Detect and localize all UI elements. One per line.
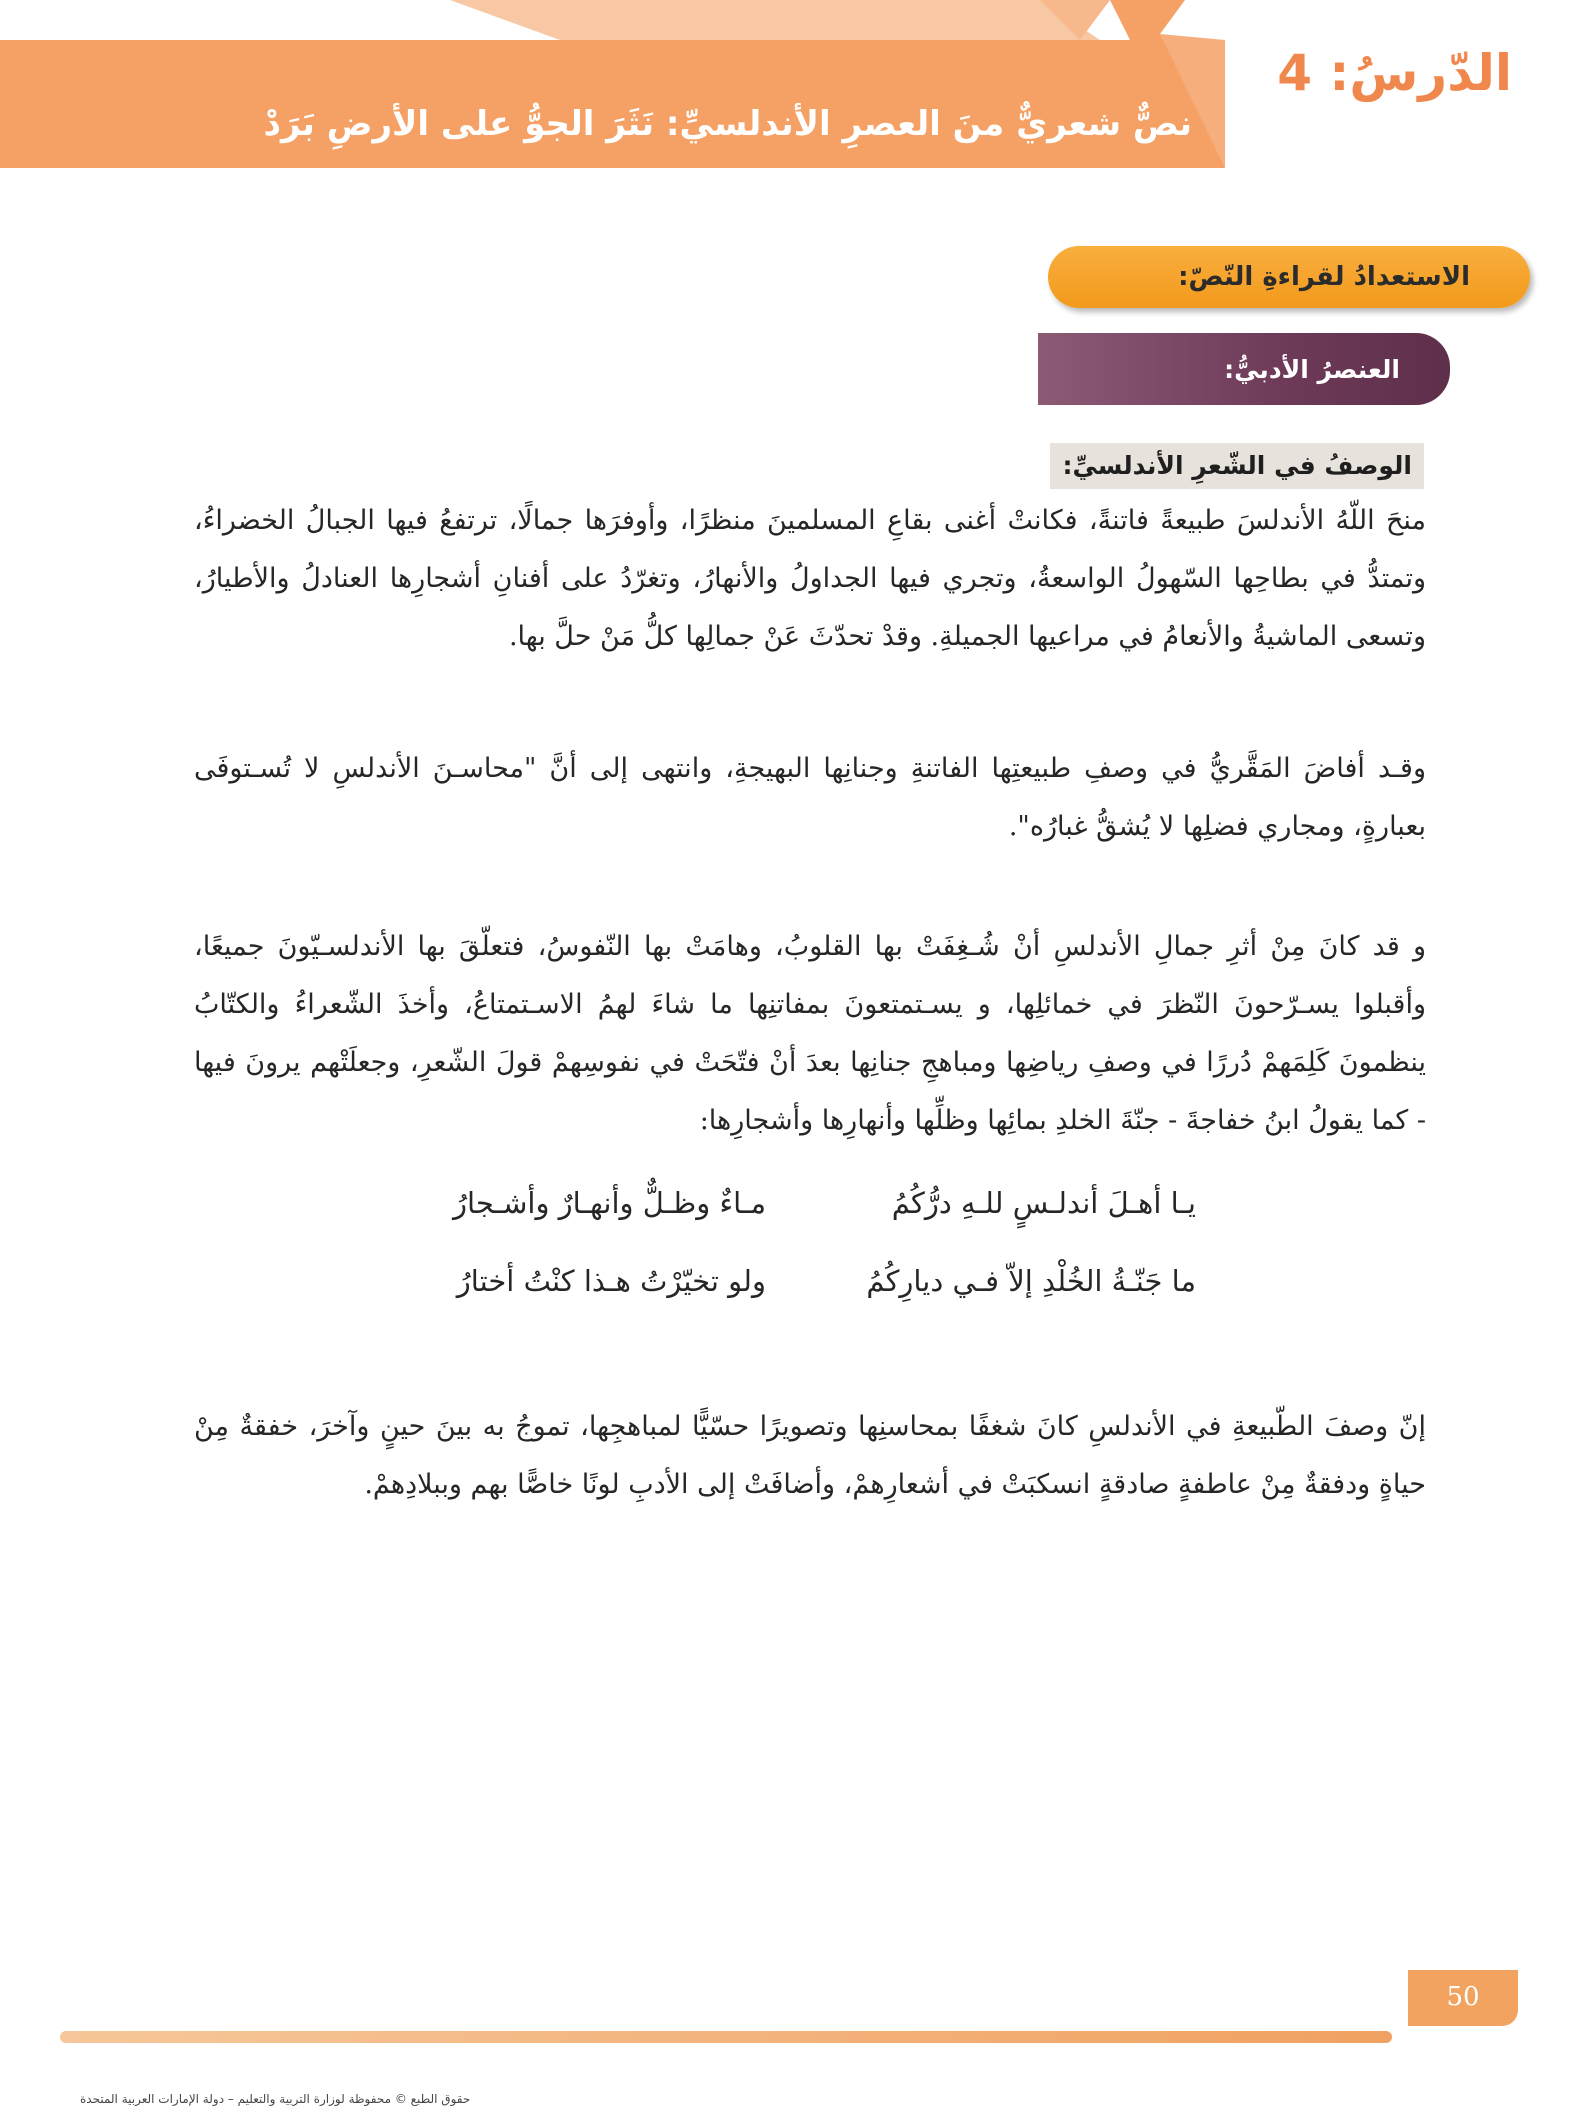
footer-bar bbox=[60, 2031, 1392, 2043]
lesson-title: الدّرسُ: 4 bbox=[1277, 44, 1512, 102]
verse-2-first-hemistich: ما جَنّـةُ الخُلْدِ إلاّ فـي ديارِكُمُ bbox=[866, 1264, 1196, 1298]
verse-2-second-hemistich: ولو تخيّرْتُ هـذا كنْتُ أختارُ bbox=[456, 1264, 766, 1298]
andalusian-description-heading: الوصفُ في الشّعرِ الأندلسيِّ: bbox=[1050, 443, 1424, 489]
prep-reading-label: الاستعدادُ لقراءةِ النّصّ: bbox=[1178, 262, 1470, 292]
prep-reading-pill bbox=[1048, 246, 1530, 308]
paragraph-2: وقـد أفاضَ المَقَّريُّ في وصفِ طبيعتِها الفاتنةِ وجنانِها البهيجةِ، وانتهى إلى أنَّ "محاسـنَ الأندلسِ لا تُسـتوفَى بعبارةٍ، ومجاري فضلِها لا يُشقُّ غبارُه". bbox=[194, 753, 1426, 842]
verse-1-first-hemistich: يـا أهـلَ أندلـسٍ للـهِ درُّكُمُ bbox=[891, 1186, 1196, 1220]
page-number-tab bbox=[1408, 1970, 1518, 2026]
page-number: 50 bbox=[1446, 1982, 1480, 2012]
paragraph-3: و قد كانَ مِنْ أثرِ جمالِ الأندلسِ أنْ شُـغِفَتْ بها القلوبُ، وهامَتْ بها النّفوسُ، فتعلّقَ بها الأندلسـيّونَ جميعًا، وأقبلوا يسـرّحونَ النّظرَ في خمائلِها، و يسـتمتعونَ بمفاتنِها ما شاءَ لهمُ الاسـتمتاعُ، وأخذَ الشّعراءُ والكتّابُ ينظمونَ كَلِمَهمْ دُررًا في وصفِ رياضِها ومباهجِ جنانِها بعدَ أنْ فتّحَتْ في نفوسِهمْ قولَ الشّعرِ، وجعلَتْهم يرونَ فيها - كما يقولُ ابنُ خفاجةَ - جنّةَ الخلدِ بمائِها وظلِّها وأنهارِها وأشجارِها: bbox=[194, 931, 1426, 1136]
lesson-subtitle: نصٌّ شعريٌّ منَ العصرِ الأندلسيِّ: نَثَرَ الجوُّ على الأرضِ بَرَدْ bbox=[263, 104, 1192, 144]
copyright-notice: حقوق الطبع © محفوظة لوزارة التربية والتعليم – دولة الإمارات العربية المتحدة bbox=[80, 2092, 471, 2106]
paragraph-4: إنّ وصفَ الطّبيعةِ في الأندلسِ كانَ شغفًا بمحاسنِها وتصويرًا حسّيًّا لمباهجِها، تموجُ به بينَ حينٍ وآخرَ، خفقةٌ مِنْ حياةٍ ودفقةٌ مِنْ عاطفةٍ صادقةٍ انسكبَتْ في أشعارِهمْ، وأضافَتْ إلى الأدبِ لونًا خاصًّا بهم وببلادِهمْ. bbox=[194, 1411, 1426, 1500]
literary-element-label: العنصرُ الأدبيُّ: bbox=[1224, 355, 1400, 384]
literary-element-pill bbox=[1038, 333, 1450, 405]
paragraph-1: منحَ اللّهُ الأندلسَ طبيعةً فاتنةً، فكانتْ أغنى بقاعِ المسلمينَ منظرًا، وأوفرَها جمالًا، ترتفعُ فيها الجبالُ الخضراءُ، وتمتدُّ في بطاحِها السّهولُ الواسعةُ، وتجري فيها الجداولُ والأنهارُ، وتغرّدُ على أفنانِ أشجارِها العنادلُ والأطيارُ، وتسعى الماشيةُ والأنعامُ في مراعيها الجميلةِ. وقدْ تحدّثَ عَنْ جمالِها كلُّ مَنْ حلَّ بها. bbox=[194, 505, 1426, 652]
verse-1-second-hemistich: مـاءٌ وظـلٌّ وأنهـارٌ وأشـجارُ bbox=[453, 1186, 766, 1220]
